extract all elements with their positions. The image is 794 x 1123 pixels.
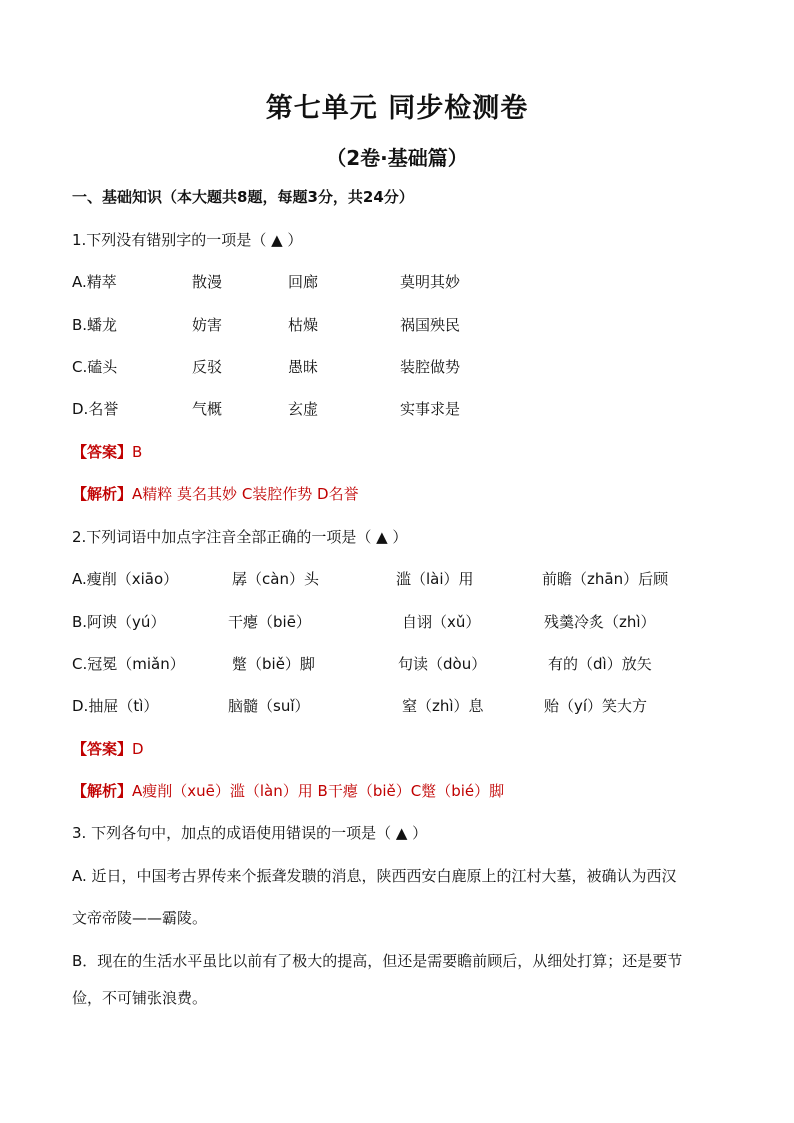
option-word: D.名誉 [72,400,119,418]
question-2-analysis [72,780,504,801]
option-word: 枯燥 [288,316,319,334]
option-word: 残羹冷炙（zhì） [544,613,656,631]
option-word: 玄虚 [288,400,319,418]
option-word: B.蟠龙 [72,316,118,334]
option-word: 贻（yí）笑大方 [544,697,648,715]
option-word: 孱（càn）头 [232,570,319,588]
question-3-option-a-line2: 文帝帝陵——霸陵。 [72,909,208,927]
analysis-text: A瘦削（xuē）滥（làn）用 B干瘪（biě）C蹩（bié）脚 [132,782,505,800]
question-1-stem: 1.下列没有错别字的一项是（ ▲ ） [72,231,303,249]
option-word: 莫明其妙 [400,273,461,291]
option-word: 祸国殃民 [400,316,461,334]
question-2-stem: 2.下列词语中加点字注音全部正确的一项是（ ▲ ） [72,528,408,546]
question-3-option-a-line1: A. 近日，中国考古界传来个振聋发聩的消息，陕西西安白鹿原上的江村大墓，被确认为西汉 [72,867,677,885]
option-word: 装腔做势 [400,358,461,376]
answer-value: D [132,740,144,758]
answer-label: 【答案】 [72,443,133,461]
option-word: 实事求是 [400,400,461,418]
option-word: C.磕头 [72,358,118,376]
section-heading: 一、基础知识（本大题共8题，每题3分，共24分） [72,188,414,206]
option-word: 反驳 [192,358,223,376]
option-word: 愚昧 [288,358,319,376]
option-word: 散漫 [192,273,223,291]
option-word: 蹩（biě）脚 [232,655,315,673]
option-word: D.抽屉（tì） [72,697,159,715]
question-3-option-b-line1: B．现在的生活水平虽比以前有了极大的提高，但还是需要瞻前顾后，从细处打算；还是要节 [72,952,683,970]
option-word: 干瘪（biē） [228,613,311,631]
question-3-option-b-line2: 俭，不可铺张浪费。 [72,989,208,1007]
option-word: 气概 [192,400,223,418]
question-1-answer [72,441,142,462]
option-word: A.精萃 [72,273,117,291]
option-word: 自诩（xǔ） [402,613,481,631]
analysis-text: A精粹 莫名其妙 C装腔作势 D名誉 [132,485,359,503]
option-word: 脑髓（suǐ） [228,697,310,715]
option-word: 窒（zhì）息 [402,697,484,715]
question-3-stem: 3. 下列各句中，加点的成语使用错误的一项是（ ▲ ） [72,824,428,842]
answer-value: B [132,443,143,461]
option-word: 句读（dòu） [398,655,487,673]
option-word: A.瘦削（xiāo） [72,570,179,588]
option-word: C.冠冕（miǎn） [72,655,185,673]
option-word: B.阿谀（yú） [72,613,166,631]
option-word: 有的（dì）放矢 [548,655,652,673]
page-title: 第七单元 同步检测卷 [265,93,529,124]
answer-label: 【答案】 [72,740,133,758]
option-word: 妨害 [192,316,223,334]
option-word: 滥（lài）用 [396,570,474,588]
analysis-label: 【解析】 [72,485,133,503]
question-2-answer [72,738,144,759]
question-1-analysis [72,483,359,504]
option-word: 回廊 [288,273,319,291]
page-subtitle: （2卷·基础篇） [326,146,468,170]
option-word: 前瞻（zhān）后顾 [542,570,669,588]
analysis-label: 【解析】 [72,782,133,800]
